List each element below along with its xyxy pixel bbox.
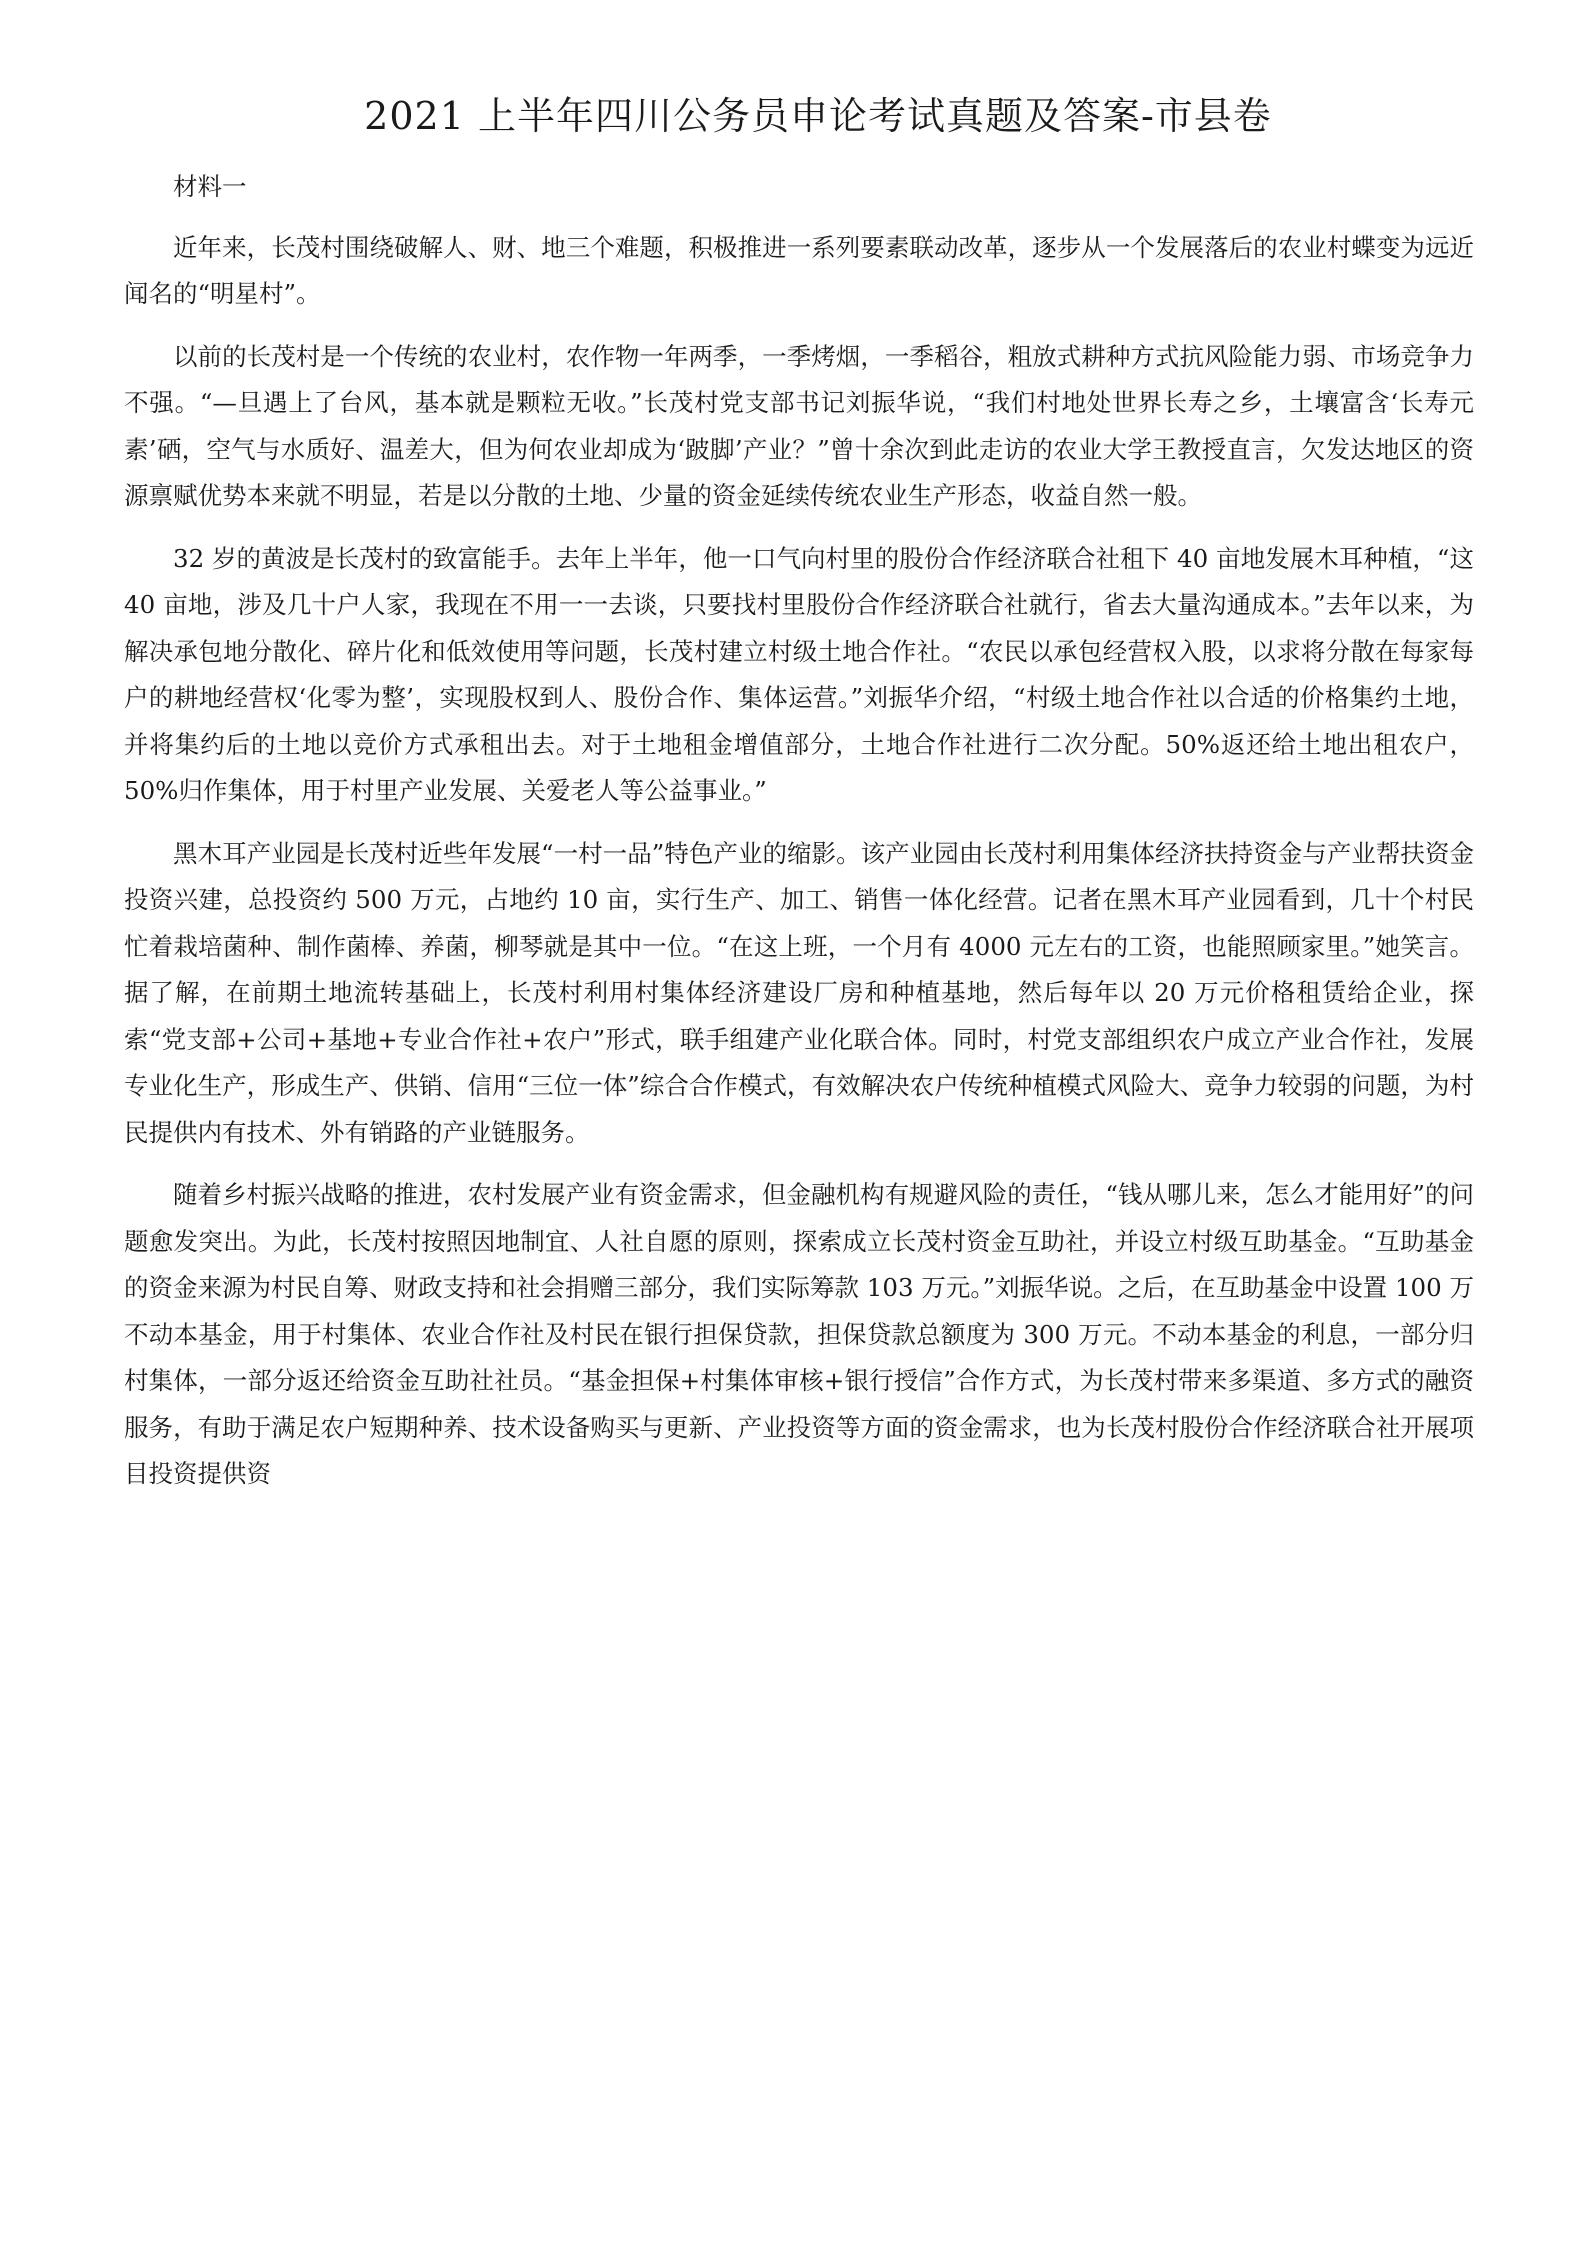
paragraph: 黑木耳产业园是长茂村近些年发展“一村一品”特色产业的缩影。该产业园由长茂村利用集体经济扶持资金与产业帮扶资金投资兴建，总投资约 500 万元，占地约 10 亩，实行生产、加工、销售一体化经营。记者在黑木耳产业园看到，几十个村民忙着栽培菌种、制作菌棒、养菌，柳琴就是其中一位。“在这上班，一个月有 4000 元左右的工资，也能照顾家里。”她笑言。据了解，在前期土地流转基础上，长茂村利用村集体经济建设厂房和种植基地，然后每年以 20 万元价格租赁给企业，探索“党支部+公司+基地+专业合作社+农户”形式，联手组建产业化联合体。同时，村党支部组织农户成立产业合作社，发展专业化生产，形成生产、供销、信用“三位一体”综合合作模式，有效解决农户传统种植模式风险大、竞争力较弱的问题，为村民提供内有技术、外有销路的产业链服务。 — [124, 838, 1474, 1147]
paragraph: 以前的长茂村是一个传统的农业村，农作物一年两季，一季烤烟，一季稻谷，粗放式耕种方式抗风险能力弱、市场竞争力不强。“—旦遇上了台风，基本就是颗粒无收。”长茂村党支部书记刘振华说，“我们村地处世界长寿之乡，土壤富含‘长寿元素’硒，空气与水质好、温差大，但为何农业却成为‘跛脚’产业？”曾十余次到此走访的农业大学王教授直言，欠发达地区的资源禀赋优势本来就不明显，若是以分散的土地、少量的资金延续传统农业生产形态，收益自然一般。 — [124, 341, 1474, 510]
paragraph: 32 岁的黄波是长茂村的致富能手。去年上半年，他一口气向村里的股份合作经济联合社租下 40 亩地发展木耳种植，“这 40 亩地，涉及几十户人家，我现在不用一一去谈，只要找村里股份合作经济联合社就行，省去大量沟通成本。”去年以来，为解决承包地分散化、碎片化和低效使用等问题，长茂村建立村级土地合作社。“农民以承包经营权入股，以求将分散在每家每户的耕地经营权‘化零为整’，实现股权到人、股份合作、集体运营。”刘振华介绍，“村级土地合作社以合适的价格集约土地，并将集约后的土地以竞价方式承租出去。对于土地租金增值部分，土地合作社进行二次分配。50%返还给土地出租农户，50%归作集体，用于村里产业发展、关爱老人等公益事业。” — [124, 543, 1474, 805]
paragraph: 近年来，长茂村围绕破解人、财、地三个难题，积极推进一系列要素联动改革，逐步从一个发展落后的农业村蝶变为远近闻名的“明星村”。 — [124, 232, 1474, 308]
section-heading: 材料一 — [173, 172, 247, 201]
paragraph: 随着乡村振兴战略的推进，农村发展产业有资金需求，但金融机构有规避风险的责任，“钱从哪儿来，怎么才能用好”的问题愈发突出。为此，长茂村按照因地制宜、人社自愿的原则，探索成立长茂村资金互助社，并设立村级互助基金。“互助基金的资金来源为村民自筹、财政支持和社会捐赠三部分，我们实际筹款 103 万元。”刘振华说。之后，在互助基金中设置 100 万不动本基金，用于村集体、农业合作社及村民在银行担保贷款，担保贷款总额度为 300 万元。不动本基金的利息，一部分归村集体，一部分返还给资金互助社社员。“基金担保+村集体审核+银行授信”合作方式，为长茂村带来多渠道、多方式的融资服务，有助于满足农户短期种养、技术设备购买与更新、产业投资等方面的资金需求，也为长茂村股份合作经济联合社开展项目投资提供资 — [124, 1180, 1474, 1488]
document-title: 2021 上半年四川公务员申论考试真题及答案-市县卷 — [364, 94, 1272, 138]
document-body — [124, 164, 1474, 1514]
